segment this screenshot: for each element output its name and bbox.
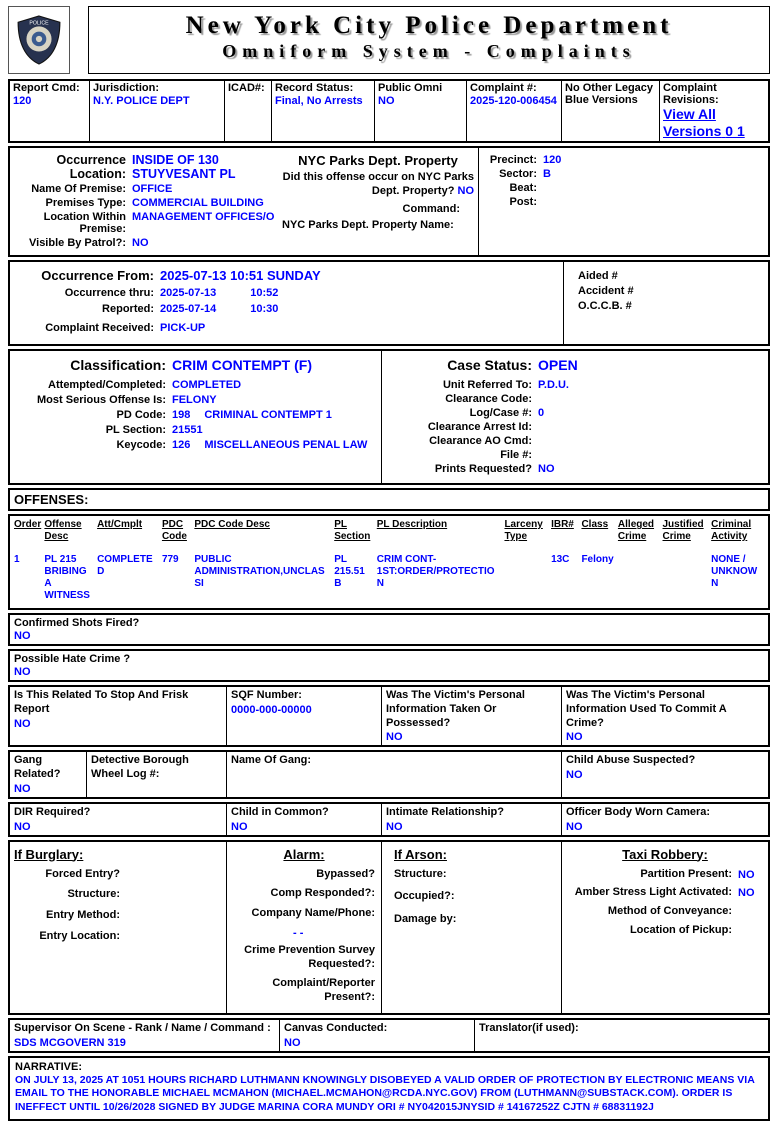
complaint-received-label: Complaint Received: <box>45 322 154 334</box>
complaint-reporter-present-label: Complaint/Reporter Present?: <box>272 977 375 1003</box>
attempted-completed-value: COMPLETED <box>172 379 242 391</box>
offense-col-ibr: IBR# <box>551 519 574 530</box>
clearance-code-label: Clearance Code: <box>445 393 532 405</box>
pickup-location-value <box>738 925 764 938</box>
offense-col-pl-description: PL Description <box>376 519 448 530</box>
file-number-row <box>386 449 764 461</box>
occurrence-location-label: Occurrence Location: <box>56 153 126 181</box>
offense-col-class: Class <box>581 519 609 530</box>
gang-related-cell <box>10 752 87 797</box>
reported-date: 2025-07-14 <box>160 303 217 315</box>
post-row <box>485 196 762 208</box>
precinct-row <box>485 154 762 166</box>
dir-required-label: DIR Required? <box>14 805 91 818</box>
conveyance-label: Method of Conveyance: <box>607 905 732 917</box>
wheel-log-cell <box>87 752 227 797</box>
narrative-text: ON JULY 13, 2025 AT 1051 HOURS RICHARD LUTHMANN KNOWINGLY DISOBEYED A VALID ORDER OF PROTECTION BY ELECTRONIC MEANS VIA EMAIL TO THE HONORABLE MICHAEL MCMAHON (MICHAEL.MCMAHON@RCDA.NYC.GOV) FROM (LUTHMANN@SUBSTACK.COM). ORDER IS INEFFECT UNTIL 10/26/2028 SIGNED BY JUDGE MARINA CORA MUNDY ORI # NY042015JNYSID # 14167252Z CJTN # 68831192J <box>15 1073 755 1113</box>
partition-present-label: Partition Present: <box>640 867 732 880</box>
offense-cell-ibr: 13C <box>551 554 570 565</box>
svg-text:POLICE: POLICE <box>29 20 49 27</box>
info-taken-cell <box>382 687 562 745</box>
dir-row <box>8 802 770 837</box>
report-cmd-value: 120 <box>13 95 32 107</box>
info-used-label: Was The Victim's Personal Information Used To Commit A Crime? <box>566 689 727 729</box>
premise-name-row <box>14 183 276 195</box>
icad-label: ICAD#: <box>228 82 265 94</box>
beat-row <box>485 182 762 194</box>
offense-col-att-cmplt: Att/Cmplt <box>97 519 143 530</box>
view-all-versions-link[interactable] <box>663 106 765 140</box>
child-abuse-label: Child Abuse Suspected? <box>566 754 696 767</box>
confirmed-shots-fired-box <box>8 613 770 646</box>
arson-occupied-label: Occupied?: <box>394 890 455 903</box>
offenses-header-row <box>12 518 766 544</box>
version-numbers-link[interactable]: 0 1 <box>725 122 745 139</box>
most-serious-offense-value: FELONY <box>172 394 217 406</box>
child-in-common-cell <box>227 804 382 835</box>
confirmed-shots-fired-label: Confirmed Shots Fired? <box>14 617 140 629</box>
offense-col-larceny-type: Larceny Type <box>504 519 543 542</box>
gang-row <box>8 750 770 799</box>
offense-col-order: Order <box>14 519 42 530</box>
post-value <box>543 196 762 208</box>
file-number-label: File #: <box>500 449 532 461</box>
jurisdiction-label: Jurisdiction: <box>93 82 160 94</box>
alarm-items <box>231 868 377 1005</box>
aided-number-label: Aided # <box>578 270 618 282</box>
reported-row <box>14 303 559 315</box>
company-name-phone-value: - - <box>293 926 304 939</box>
clearance-ao-value <box>538 435 764 447</box>
log-case-value: 0 <box>538 407 545 419</box>
parks-question-label: Did this offense occur on NYC Parks Dept. Property? <box>282 171 474 197</box>
amber-light-label: Amber Stress Light Activated: <box>574 886 732 899</box>
child-in-common-label: Child in Common? <box>231 805 329 818</box>
reported-time: 10:30 <box>250 303 279 315</box>
complaint-received-row <box>14 322 559 334</box>
unit-referred-label: Unit Referred To: <box>442 379 532 391</box>
pd-code-number: 198 <box>172 409 191 421</box>
title-box <box>88 6 770 74</box>
stop-frisk-row <box>8 685 770 747</box>
parks-property-column <box>278 148 478 255</box>
supervisor-on-scene-value: SDS MCGOVERN 319 <box>14 1036 126 1049</box>
sqf-number-value: 0000-000-00000 <box>231 703 312 716</box>
sector-row <box>485 168 762 180</box>
premises-type-label: Premises Type: <box>45 197 126 209</box>
intimate-relationship-value: NO <box>386 820 403 833</box>
field-legacy-versions <box>562 81 660 141</box>
pl-section-label: PL Section: <box>105 424 166 436</box>
visible-by-patrol-value: NO <box>132 237 149 249</box>
field-report-cmd <box>10 81 90 141</box>
offense-cell-class: Felony <box>581 554 614 565</box>
clearance-code-value <box>538 393 764 405</box>
possible-hate-crime-label: Possible Hate Crime ? <box>14 653 131 665</box>
pl-section-row <box>14 424 377 436</box>
offense-cell-justified-crime <box>661 544 710 606</box>
complaint-received-value: PICK-UP <box>160 322 206 334</box>
company-name-phone-label: Company Name/Phone: <box>251 907 375 919</box>
report-meta-row <box>8 79 770 143</box>
offenses-table-box <box>8 514 770 610</box>
info-taken-label: Was The Victim's Personal Information Taken Or Possessed? <box>386 689 525 729</box>
occurrence-from-value: 2025-07-13 10:51 SUNDAY <box>160 268 321 283</box>
report-cmd-label: Report Cmd: <box>13 82 80 94</box>
bypassed-label: Bypassed? <box>316 867 375 880</box>
keycode-label: Keycode: <box>116 439 166 451</box>
classification-column <box>10 351 382 483</box>
amber-light-value: NO <box>738 887 755 900</box>
alarm-cell <box>227 842 382 1013</box>
occurrence-location-value <box>132 153 276 181</box>
canvas-conducted-label: Canvas Conducted: <box>284 1021 388 1034</box>
child-abuse-cell <box>562 752 768 797</box>
supervisor-on-scene-label: Supervisor On Scene - Rank / Name / Command : <box>14 1021 271 1034</box>
burglary-items <box>14 868 120 944</box>
header <box>8 6 770 74</box>
accident-number-label: Accident # <box>578 285 634 297</box>
name-of-gang-label: Name Of Gang: <box>231 754 312 767</box>
canvas-conducted-cell <box>280 1020 475 1051</box>
field-jurisdiction <box>90 81 225 141</box>
child-in-common-value: NO <box>231 820 248 833</box>
if-arson-cell <box>382 842 562 1013</box>
wheel-log-label: Detective Borough Wheel Log #: <box>91 754 189 780</box>
pickup-location-label: Location of Pickup: <box>629 923 732 936</box>
occurrence-from-label: Occurrence From: <box>41 268 154 283</box>
premise-name-value: OFFICE <box>132 183 173 195</box>
occurrence-thru-row <box>14 287 559 299</box>
record-status-value: Final, No Arrests <box>275 95 363 107</box>
occb-number-label: O.C.C.B. # <box>578 300 632 312</box>
offense-col-criminal-activity: Criminal Activity <box>711 519 752 542</box>
taxi-robbery-cell <box>562 842 768 1013</box>
entry-location-label: Entry Location: <box>39 929 120 942</box>
offense-cell-order: 1 <box>14 554 20 565</box>
partition-present-value: NO <box>738 868 755 881</box>
most-serious-offense-row <box>14 394 377 406</box>
offense-col-pdc-code-desc: PDC Code Desc <box>194 519 270 530</box>
occurrence-thru-label: Occurrence thru: <box>64 287 154 299</box>
address-line-2: STUYVESANT PL <box>132 167 236 181</box>
log-case-label: Log/Case #: <box>469 407 532 419</box>
parks-question-row <box>282 171 474 199</box>
case-status-column <box>382 351 768 483</box>
reported-label: Reported: <box>102 303 154 315</box>
conveyance-value <box>738 906 764 919</box>
field-complaint-revisions <box>660 81 768 141</box>
occurrence-from-row <box>14 268 559 283</box>
supervisor-on-scene-cell <box>10 1020 280 1051</box>
occurrence-location-row <box>14 153 276 181</box>
body-worn-camera-value: NO <box>566 820 583 833</box>
clearance-arrest-label: Clearance Arrest Id: <box>427 421 532 433</box>
offense-cell-pdc-code: 779 <box>161 554 179 565</box>
offense-col-pl-section: PL Section <box>334 519 371 542</box>
possible-hate-crime-box <box>8 649 770 682</box>
gang-related-value: NO <box>14 782 31 795</box>
parks-heading: NYC Parks Dept. Property <box>298 153 458 168</box>
intimate-relationship-cell <box>382 804 562 835</box>
pickup-location-row <box>566 924 764 938</box>
case-status-value: OPEN <box>538 357 578 373</box>
occurrence-thru-date: 2025-07-13 <box>160 287 217 299</box>
file-number-value <box>538 449 764 461</box>
aided-accident-column <box>563 262 768 344</box>
offense-col-alleged-crime: Alleged Crime <box>617 519 655 542</box>
if-burglary-heading: If Burglary: <box>14 846 84 862</box>
stop-frisk-related-value: NO <box>14 717 31 730</box>
case-status-label: Case Status: <box>447 357 532 373</box>
offense-cell-pdc-code-desc: PUBLIC ADMINISTRATION,UNCLASSI <box>194 554 325 589</box>
offense-cell-pl-section: PL 215.51 B <box>334 554 365 589</box>
entry-method-label: Entry Method: <box>46 909 120 921</box>
offense-cell-pl-description: CRIM CONT-1ST:ORDER/PROTECTION <box>376 554 495 589</box>
sqf-number-cell <box>227 687 382 745</box>
if-arson-heading: If Arson: <box>394 846 447 862</box>
prints-requested-label: Prints Requested? <box>434 463 532 475</box>
translator-cell <box>475 1020 768 1051</box>
reported-value <box>160 303 559 315</box>
narrative-box <box>8 1056 770 1122</box>
pd-code-row <box>14 409 377 421</box>
location-within-value: MANAGEMENT OFFICES/O <box>132 211 275 223</box>
occurrence-thru-time: 10:52 <box>250 287 279 299</box>
keycode-number: 126 <box>172 439 191 451</box>
keycode-desc: MISCELLANEOUS PENAL LAW <box>204 439 368 451</box>
arson-items <box>386 868 557 927</box>
occurrence-location-section <box>8 146 770 257</box>
dir-required-cell <box>10 804 227 835</box>
occurrence-times-column <box>10 262 563 344</box>
field-icad <box>225 81 272 141</box>
info-used-cell <box>562 687 768 745</box>
pd-code-value <box>172 409 377 421</box>
offense-col-offense-desc: Offense Desc <box>44 519 82 542</box>
translator-label: Translator(if used): <box>479 1021 579 1034</box>
partition-present-row <box>566 868 764 882</box>
complaint-number-value: 2025-120-006454 <box>470 95 557 107</box>
view-all-versions-text[interactable]: View All Versions <box>663 106 722 139</box>
public-omni-label: Public Omni <box>378 82 443 94</box>
prints-requested-row <box>386 463 764 475</box>
offenses-table <box>12 518 766 606</box>
clearance-ao-row <box>386 435 764 447</box>
post-label: Post: <box>509 196 537 208</box>
sqf-number-label: SQF Number: <box>231 689 302 701</box>
offense-col-justified-crime: Justified Crime <box>662 519 704 542</box>
pd-code-label: PD Code: <box>116 409 166 421</box>
offense-cell-larceny-type <box>502 544 549 606</box>
stop-frisk-related-label: Is This Related To Stop And Frisk Report <box>14 689 189 715</box>
record-status-label: Record Status: <box>275 82 354 94</box>
burglary-structure-label: Structure: <box>67 888 120 901</box>
pd-code-desc: CRIMINAL CONTEMPT 1 <box>204 409 332 421</box>
precinct-column <box>478 148 768 255</box>
location-within-row <box>14 211 276 235</box>
body-worn-camera-cell <box>562 804 768 835</box>
clearance-arrest-row <box>386 421 764 433</box>
offense-cell-alleged-crime <box>616 544 661 606</box>
premises-type-value: COMMERCIAL BUILDING <box>132 197 264 209</box>
clearance-ao-label: Clearance AO Cmd: <box>429 435 532 447</box>
occurrence-location-column <box>10 148 278 255</box>
parks-command-label: Command: <box>402 202 460 215</box>
public-omni-value: NO <box>378 95 395 107</box>
child-abuse-value: NO <box>566 769 583 781</box>
body-worn-camera-label: Officer Body Worn Camera: <box>566 805 711 818</box>
if-burglary-cell <box>10 842 227 1013</box>
log-case-row <box>386 407 764 419</box>
clearance-code-row <box>386 393 764 405</box>
complaint-number-label: Complaint #: <box>470 82 537 94</box>
info-taken-value: NO <box>386 731 403 744</box>
field-public-omni <box>375 81 467 141</box>
classification-value: CRIM CONTEMPT (F) <box>172 357 312 373</box>
complaint-revisions-label: Complaint Revisions: <box>663 82 719 106</box>
arson-structure-label: Structure: <box>394 867 447 880</box>
canvas-conducted-value: NO <box>284 1036 301 1049</box>
beat-label: Beat: <box>509 182 537 194</box>
comp-responded-label: Comp Responded?: <box>270 887 375 900</box>
legacy-versions-label: No Other Legacy Blue Versions <box>565 82 654 106</box>
location-within-label: Location Within Premise: <box>43 211 126 235</box>
clearance-arrest-value <box>538 421 764 433</box>
premise-name-label: Name Of Premise: <box>31 183 126 195</box>
nypd-patch-icon <box>16 14 62 66</box>
case-status-row <box>386 357 764 373</box>
classification-section <box>8 349 770 485</box>
info-used-value: NO <box>566 731 583 744</box>
visible-by-patrol-label: Visible By Patrol?: <box>29 237 126 249</box>
offense-cell-criminal-activity: NONE / UNKNOWN <box>711 554 758 589</box>
unit-referred-row <box>386 379 764 391</box>
nypd-logo <box>8 6 70 74</box>
confirmed-shots-fired-value: NO <box>14 630 31 642</box>
burglary-alarm-arson-taxi-row <box>8 840 770 1015</box>
stop-frisk-related-cell <box>10 687 227 745</box>
occurrence-time-section <box>8 260 770 346</box>
field-complaint-number <box>467 81 562 141</box>
most-serious-offense-label: Most Serious Offense Is: <box>37 394 166 406</box>
sector-label: Sector: <box>499 168 537 180</box>
name-of-gang-cell <box>227 752 562 797</box>
beat-value <box>543 182 762 194</box>
table-row <box>12 544 766 606</box>
pl-section-value: 21551 <box>172 424 203 436</box>
intimate-relationship-label: Intimate Relationship? <box>386 805 504 818</box>
attempted-completed-label: Attempted/Completed: <box>48 379 166 391</box>
crime-prevention-survey-label: Crime Prevention Survey Requested?: <box>244 943 375 970</box>
keycode-value <box>172 439 377 451</box>
visible-by-patrol-row <box>14 237 276 249</box>
possible-hate-crime-value: NO <box>14 666 31 678</box>
dir-required-value: NO <box>14 820 31 833</box>
alarm-heading: Alarm: <box>283 846 325 862</box>
classification-row <box>14 357 377 373</box>
offenses-heading: OFFENSES: <box>8 488 770 511</box>
offense-cell-att-cmplt: COMPLETED <box>97 554 153 577</box>
gang-related-label: Gang Related? <box>14 754 61 780</box>
jurisdiction-value: N.Y. POLICE DEPT <box>93 95 190 107</box>
arson-damage-label: Damage by: <box>394 913 457 925</box>
sector-value: B <box>543 168 551 180</box>
narrative-label: NARRATIVE: <box>15 1060 83 1073</box>
forced-entry-label: Forced Entry? <box>45 867 120 880</box>
keycode-row <box>14 439 377 451</box>
page-subtitle: Omniform System - Complaints <box>222 41 636 61</box>
attempted-completed-row <box>14 379 377 391</box>
precinct-value: 120 <box>543 154 562 166</box>
parks-question-value: NO <box>457 184 474 197</box>
parks-property-name-label: NYC Parks Dept. Property Name: <box>282 218 454 231</box>
premises-type-row <box>14 197 276 209</box>
occurrence-thru-value <box>160 287 559 299</box>
taxi-robbery-heading: Taxi Robbery: <box>622 846 708 862</box>
classification-label: Classification: <box>70 357 166 373</box>
field-record-status <box>272 81 375 141</box>
amber-light-row <box>566 886 764 900</box>
conveyance-row <box>566 905 764 919</box>
supervisor-row <box>8 1018 770 1053</box>
offense-col-pdc-code: PDC Code <box>161 519 187 542</box>
page-title: New York City Police Department <box>185 12 673 39</box>
precinct-label: Precinct: <box>489 154 537 166</box>
offense-cell-offense-desc: PL 215 BRIBING A WITNESS <box>44 554 90 601</box>
address-line-1: INSIDE OF 130 <box>132 153 219 167</box>
prints-requested-value: NO <box>538 463 555 475</box>
unit-referred-value: P.D.U. <box>538 379 569 391</box>
